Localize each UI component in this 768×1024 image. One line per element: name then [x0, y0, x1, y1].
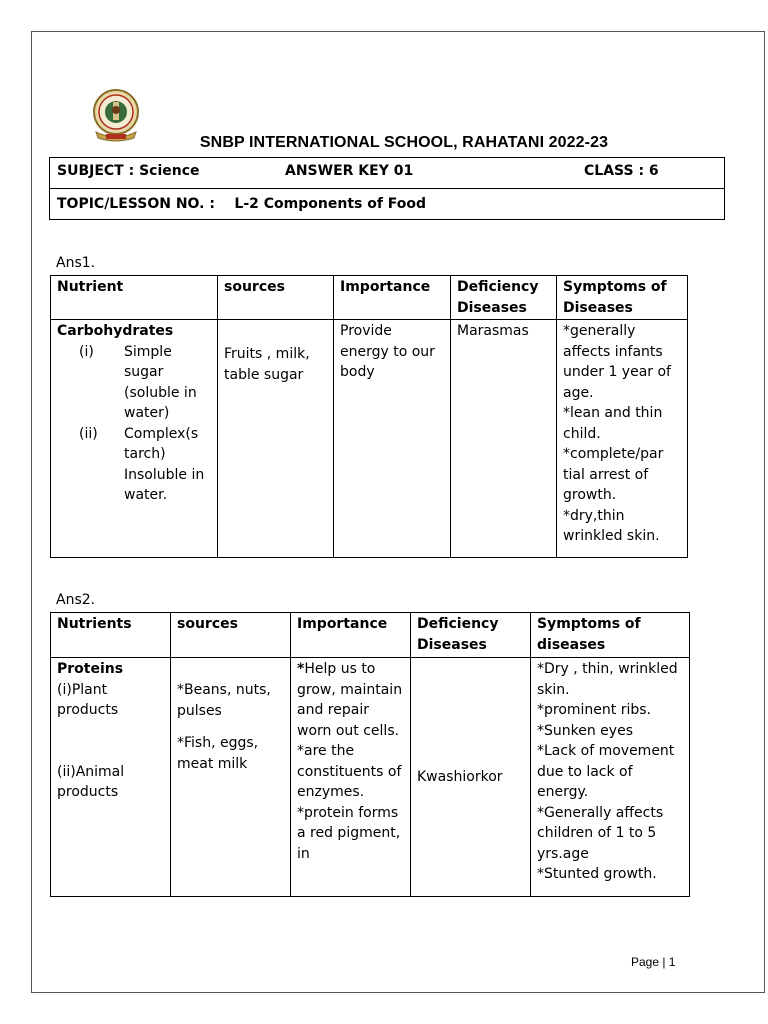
- symptom-item: *prominent ribs.: [537, 702, 652, 718]
- class-label: CLASS : 6: [584, 163, 659, 179]
- school-name: SNBP INTERNATIONAL SCHOOL, RAHATANI 2022-23: [199, 134, 609, 151]
- symptom-item: *complete/par tial arrest of growth.: [563, 446, 664, 503]
- plant-products: (i)Plant products: [57, 681, 119, 718]
- ans1-col-sources: sources: [218, 276, 334, 320]
- ans1-importance-cell: Provide energy to our body: [334, 320, 451, 558]
- importance-text: Help us to grow, maintain and repair worn out cells. *are the constituents of enzymes. *protein forms a red pigment, in: [297, 661, 403, 862]
- nutrient-carbohydrates: Carbohydrates: [57, 323, 174, 339]
- header-table: [49, 157, 725, 220]
- ans1-sources-cell: Fruits , milk, table sugar: [218, 320, 334, 558]
- page-number: Page | 1: [631, 955, 676, 969]
- symptom-item: *Stunted growth.: [537, 866, 657, 882]
- symptom-item: *Dry , thin, wrinkled skin.: [537, 661, 678, 698]
- source-animal: *Fish, eggs, meat milk: [177, 735, 259, 772]
- header-row-subject: [50, 158, 725, 189]
- symptom-item: *lean and thin child.: [563, 405, 663, 442]
- subject-label: SUBJECT : Science: [57, 163, 200, 179]
- ans2-col-importance: Importance: [291, 613, 411, 658]
- source-plant: *Beans, nuts, pulses: [177, 682, 271, 719]
- ans2-label: Ans2.: [56, 592, 96, 608]
- list-item: (i) Simple sugar (soluble in water): [79, 343, 197, 421]
- ans1-disease-cell: Marasmas: [451, 320, 557, 558]
- ans2-col-deficiency: Deficiency Diseases: [411, 613, 531, 658]
- symptom-item: *dry,thin wrinkled skin.: [563, 507, 660, 544]
- symptom-item: *Lack of movement due to lack of energy.: [537, 743, 675, 800]
- ans2-col-nutrients: Nutrients: [51, 613, 171, 658]
- ans2-importance-cell: *Help us to grow, maintain and repair worn out cells. *are the constituents of enzymes. *protein forms a red pigment, in: [291, 658, 411, 897]
- ans2-sources-cell: [171, 658, 291, 897]
- topic-label: TOPIC/LESSON NO. : L-2 Components of Food: [50, 189, 725, 220]
- ans1-col-symptoms: Symptoms of Diseases: [557, 276, 688, 320]
- symptom-item: *generally affects infants under 1 year of age.: [563, 323, 671, 401]
- symptom-item: *Generally affects children of 1 to 5 yrs.age: [537, 804, 664, 862]
- ans2-disease-cell: Kwashiorkor: [411, 658, 531, 897]
- ans2-nutrient-cell: [51, 658, 171, 897]
- list-item: (ii) Complex(s tarch) Insoluble in water.: [79, 425, 205, 503]
- ans1-symptoms-cell: [557, 320, 688, 558]
- answer-key-label: ANSWER KEY 01: [285, 163, 414, 179]
- animal-products: (ii)Animal products: [57, 763, 125, 800]
- symptom-item: *Sunken eyes: [537, 722, 633, 739]
- ans1-col-deficiency: Deficiency Diseases: [451, 276, 557, 320]
- ans1-table: [50, 275, 688, 558]
- ans2-col-sources: sources: [171, 613, 291, 658]
- ans2-symptoms-cell: [531, 658, 690, 897]
- ans1-label: Ans1.: [56, 255, 96, 271]
- nutrient-proteins: Proteins: [57, 661, 124, 677]
- ans1-nutrient-cell: [51, 320, 218, 558]
- ans1-col-nutrient: Nutrient: [51, 276, 218, 320]
- ans1-col-importance: Importance: [334, 276, 451, 320]
- ans2-table: [50, 612, 690, 897]
- ans2-col-symptoms: Symptoms of diseases: [531, 613, 690, 658]
